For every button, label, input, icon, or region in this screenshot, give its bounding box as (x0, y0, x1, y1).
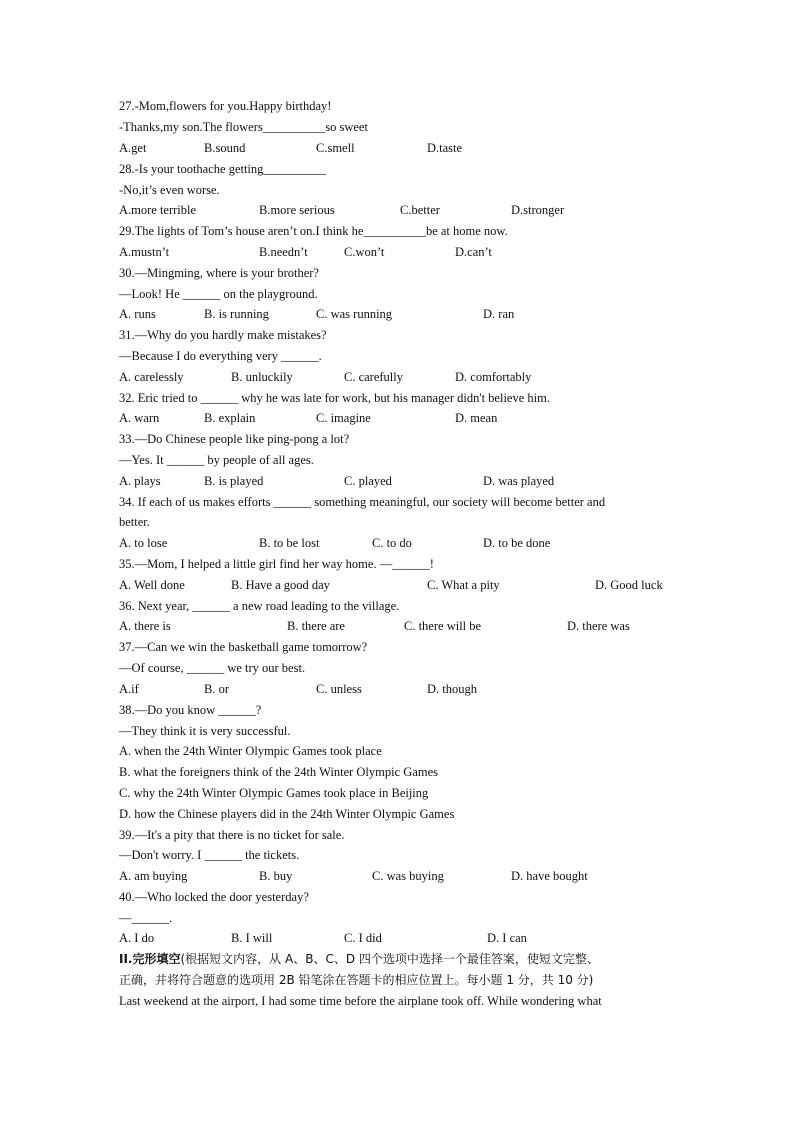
question-39-stem: 39.—It's a pity that there is no ticket for sale. (119, 828, 345, 842)
question-28-stem: 28.-Is your toothache getting__________ (119, 162, 326, 176)
option-d: D.can’t (455, 245, 492, 259)
question-34-stem: 34. If each of us makes efforts ______ something meaningful, our society will become better and (119, 495, 606, 509)
question-33-options (0, 473, 794, 489)
question-30-options (0, 306, 794, 322)
option-a: A. to lose (119, 536, 168, 550)
option-a: A.get (119, 141, 147, 155)
section-2-instructions: (根据短文内容，从 A、B、C、D 四个选项中选择一个最佳答案，使短文完整、 (180, 952, 599, 966)
question-30-reply: —Look! He ______ on the playground. (119, 287, 318, 301)
question-28-reply: -No,it’s even worse. (119, 183, 220, 197)
option-b: B. buy (259, 869, 293, 883)
option-a: A.more terrible (119, 203, 197, 217)
question-27-options (0, 140, 794, 156)
option-b: B.needn’t (259, 245, 308, 259)
option-d: D.stronger (511, 203, 565, 217)
option-a: A. carelessly (119, 370, 184, 384)
question-39-options (0, 868, 794, 884)
question-33-reply: —Yes. It ______ by people of all ages. (119, 453, 314, 467)
option-b: B. Have a good day (231, 578, 330, 592)
question-34-stem-cont: better. (119, 515, 150, 529)
option-c: C. to do (372, 536, 412, 550)
question-37-reply: —Of course, ______ we try our best. (119, 661, 306, 675)
option-c: C. imagine (316, 411, 371, 425)
question-35-stem: 35.—Mom, I helped a little girl find her way home. —______! (119, 557, 434, 571)
question-38-option-c: C. why the 24th Winter Olympic Games took place in Beijing (119, 786, 429, 800)
question-38-reply: —They think it is very successful. (119, 724, 291, 738)
option-b: B. explain (204, 411, 256, 425)
question-34-options (0, 535, 794, 551)
option-a: A.if (119, 682, 139, 696)
option-c: C. there will be (404, 619, 482, 633)
question-38-option-b: B. what the foreigners think of the 24th Winter Olympic Games (119, 765, 438, 779)
question-37-stem: 37.—Can we win the basketball game tomorrow? (119, 640, 368, 654)
option-a: A. warn (119, 411, 160, 425)
option-a: A. there is (119, 619, 171, 633)
option-c: C.won’t (344, 245, 385, 259)
section-2-title: II.完形填空 (119, 952, 181, 966)
option-b: B.more serious (259, 203, 335, 217)
option-b: B. I will (231, 931, 273, 945)
option-b: B. there are (287, 619, 345, 633)
option-b: B. to be lost (259, 536, 320, 550)
question-33-stem: 33.—Do Chinese people like ping-pong a lot? (119, 432, 350, 446)
option-d: D. mean (455, 411, 498, 425)
option-c: C. was buying (372, 869, 444, 883)
section-2-heading (119, 951, 599, 967)
option-d: D. ran (483, 307, 515, 321)
question-28-options (0, 202, 794, 218)
question-36-options (0, 618, 794, 634)
option-b: B. is played (204, 474, 264, 488)
option-b: B. is running (204, 307, 269, 321)
option-a: A. Well done (119, 578, 185, 592)
section-2-instructions-cont: 正确，并将符合题意的选项用 2B 铅笔涂在答题卡的相应位置上。每小题 1 分，共 10 分) (119, 973, 594, 987)
option-d: D. there was (567, 619, 630, 633)
option-c: C. unless (316, 682, 362, 696)
question-30-stem: 30.—Mingming, where is your brother? (119, 266, 319, 280)
option-a: A. plays (119, 474, 161, 488)
question-38-option-a: A. when the 24th Winter Olympic Games took place (119, 744, 382, 758)
question-40-options (0, 930, 794, 946)
option-d: D. to be done (483, 536, 551, 550)
question-36-stem: 36. Next year, ______ a new road leading to the village. (119, 599, 400, 613)
option-b: B. unluckily (231, 370, 293, 384)
question-32-options (0, 410, 794, 426)
question-35-options (0, 577, 794, 593)
question-38-option-d: D. how the Chinese players did in the 24th Winter Olympic Games (119, 807, 455, 821)
question-38-stem: 38.—Do you know ______? (119, 703, 262, 717)
option-b: B. or (204, 682, 229, 696)
question-31-reply: —Because I do everything very ______. (119, 349, 322, 363)
question-27-reply: -Thanks,my son.The flowers__________so sweet (119, 120, 368, 134)
option-d: D. though (427, 682, 477, 696)
question-32-stem: 32. Eric tried to ______ why he was late for work, but his manager didn't believe him. (119, 391, 550, 405)
option-b: B.sound (204, 141, 246, 155)
option-a: A. runs (119, 307, 156, 321)
option-c: C. carefully (344, 370, 404, 384)
option-c: C. played (344, 474, 392, 488)
option-a: A.mustn’t (119, 245, 170, 259)
option-c: C.better (400, 203, 440, 217)
option-d: D. comfortably (455, 370, 532, 384)
option-d: D. have bought (511, 869, 588, 883)
option-d: D. was played (483, 474, 555, 488)
option-c: C.smell (316, 141, 355, 155)
question-40-reply: —______. (119, 911, 173, 925)
option-c: C. was running (316, 307, 393, 321)
passage-line-1: Last weekend at the airport, I had some time before the airplane took off. While wondering what (119, 994, 602, 1008)
question-29-stem: 29.The lights of Tom’s house aren’t on.I think he__________be at home now. (119, 224, 508, 238)
option-a: A. am buying (119, 869, 188, 883)
question-39-reply: —Don't worry. I ______ the tickets. (119, 848, 300, 862)
option-d: D. Good luck (595, 578, 663, 592)
question-37-options (0, 681, 794, 697)
option-a: A. I do (119, 931, 155, 945)
question-40-stem: 40.—Who locked the door yesterday? (119, 890, 309, 904)
option-c: C. What a pity (427, 578, 500, 592)
question-27-stem: 27.-Mom,flowers for you.Happy birthday! (119, 99, 332, 113)
question-29-options (0, 244, 794, 260)
option-d: D.taste (427, 141, 463, 155)
option-c: C. I did (344, 931, 382, 945)
question-31-stem: 31.—Why do you hardly make mistakes? (119, 328, 327, 342)
option-d: D. I can (487, 931, 527, 945)
question-31-options (0, 369, 794, 385)
